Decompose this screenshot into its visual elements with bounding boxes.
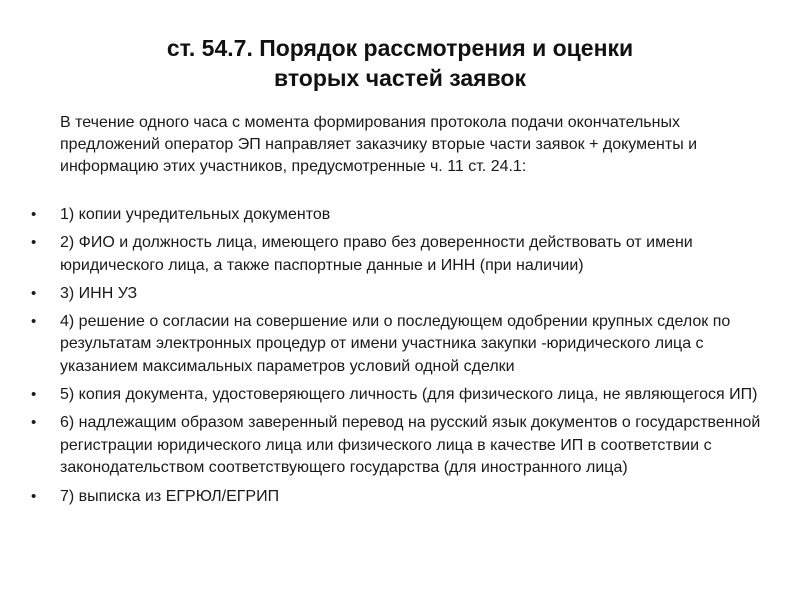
list-item-3 (0, 283, 800, 306)
list-item-text: 7) выписка из ЕГРЮЛ/ЕГРИП (60, 487, 280, 505)
bullet-icon: • (31, 312, 37, 330)
list-item-text: 6) надлежащим образом заверенный перевод на русский язык документов о государственной регистрации юридического лица или физического лица в качестве ИП в соответствии с законодательством соответствующего государства (для иностранного лица) (60, 414, 761, 477)
list-item-text: 1) копии учредительных документов (60, 206, 331, 223)
list-item-text: 3) ИНН УЗ (60, 284, 138, 302)
slide-title-line-2: вторых частей заявок (274, 65, 526, 91)
intro-paragraph: В течение одного часа с момента формирования протокола подачи окончательных предложений оператор ЭП направляет заказчику вторые части заявок + документы и информацию этих участников, предусмотренные ч. 11 ст. 24.1: (60, 114, 698, 175)
list-item-5 (0, 384, 800, 407)
bullet-icon: • (31, 234, 37, 252)
bullet-icon: • (31, 386, 37, 404)
list-item-text: 4) решение о согласии на совершение или о последующем одобрении крупных сделок по результатам электронных процедур от имени участника закупки -юридического лица с указанием максимальных параметров условий одной сделки (60, 312, 731, 376)
bullet-icon: • (31, 206, 37, 223)
bullet-icon: • (31, 414, 37, 432)
slide-title-line-1: ст. 54.7. Порядок рассмотрения и оценки (166, 35, 634, 61)
list-item-1 (0, 204, 800, 227)
list-item-6 (0, 412, 800, 480)
slide-title (60, 33, 740, 93)
list-item-2 (0, 232, 800, 277)
list-item-text: 2) ФИО и должность лица, имеющего право без доверенности действовать от имени юридического лица, а также паспортные данные и ИНН (при наличии) (60, 234, 693, 274)
list-item-4 (0, 311, 800, 379)
bullet-icon: • (31, 284, 37, 302)
list-item-text: 5) копия документа, удостоверяющего личность (для физического лица, не являющегося ИП) (60, 386, 758, 404)
list-item-7 (0, 486, 800, 509)
requirements-list (0, 204, 800, 514)
bullet-icon: • (31, 487, 37, 505)
